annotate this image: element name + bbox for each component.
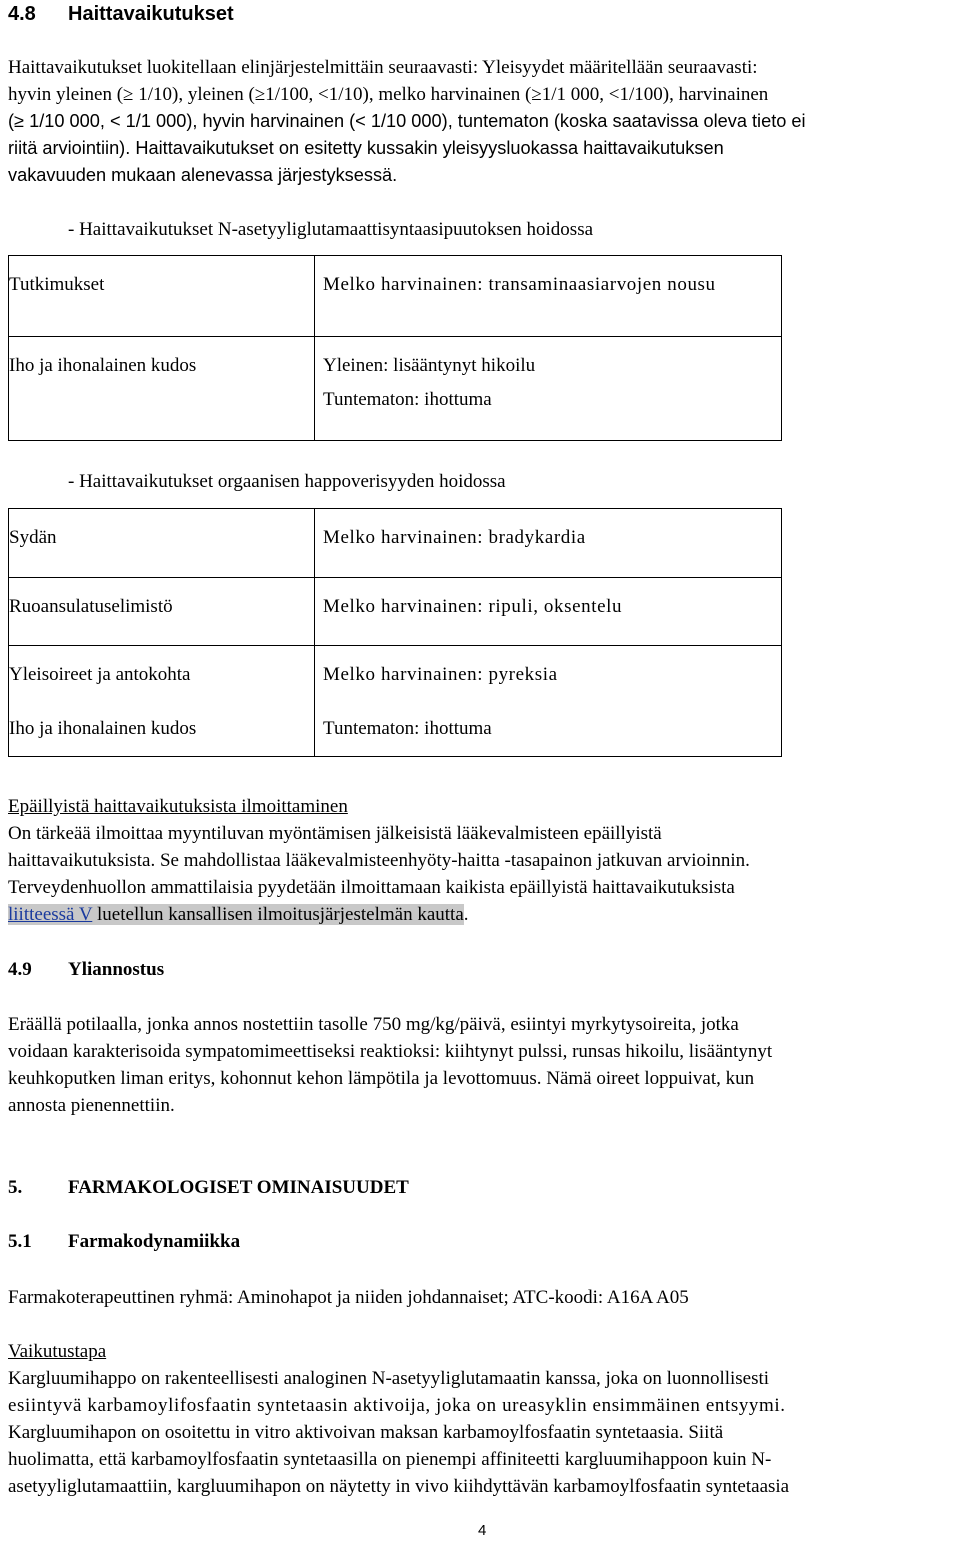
section-5-heading bbox=[8, 1176, 409, 1200]
section-title: Yliannostus bbox=[68, 959, 165, 980]
organ-label: Yleisoireet ja antokohta bbox=[9, 664, 191, 685]
adverse-effects-table-organic-acidemia bbox=[8, 508, 782, 757]
text-line: keuhkoputken liman eritys, kohonnut kehon lämpötila ja levottomuus. Nämä oireet loppuivat, kun bbox=[8, 1068, 755, 1089]
adverse-effects-table-nags bbox=[8, 255, 782, 441]
section-4-9-heading bbox=[8, 958, 164, 982]
text-line: annosta pienennettiin. bbox=[8, 1095, 175, 1116]
organ-label: Iho ja ihonalainen kudos bbox=[9, 718, 197, 739]
organ-cell bbox=[9, 509, 315, 578]
section-number: 4.9 bbox=[8, 959, 32, 980]
mechanism-paragraph bbox=[8, 1338, 952, 1500]
text-line: Terveydenhuollon ammattilaisia pyydetään ilmoittamaan kaikista epäillyistä haittavaikutuksista bbox=[8, 877, 735, 898]
organ-label: Ruoansulatuselimistö bbox=[9, 596, 173, 617]
organ-cell bbox=[9, 337, 315, 441]
effect-cell bbox=[315, 337, 782, 441]
text-line: Eräällä potilaalla, jonka annos nostettiin tasolle 750 mg/kg/päivä, esiintyi myrkytysoireita, jotka bbox=[8, 1014, 739, 1035]
section-title: Haittavaikutukset bbox=[68, 3, 234, 25]
effect-text: Yleinen: lisääntynyt hikoilu bbox=[323, 355, 536, 376]
effect-cell bbox=[315, 509, 782, 578]
text-line: esiintyvä karbamoylifosfaatin syntetaasin aktivoija, joka on ureasyklin ensimmäinen entsyymi. bbox=[8, 1395, 786, 1416]
text-line: Haittavaikutukset luokitellaan elinjärjestelmittäin seuraavasti: Yleisyydet määritellään seuraavasti: bbox=[8, 57, 758, 78]
table-row bbox=[9, 256, 782, 337]
section-number: 4.8 bbox=[8, 3, 36, 25]
text-line: huolimatta, että karbamoylfosfaatin syntetaasilla on pienempi affiniteetti kargluumihappoon kuin N- bbox=[8, 1449, 772, 1470]
organ-label: Tutkimukset bbox=[9, 274, 105, 295]
table-row bbox=[9, 578, 782, 646]
text-span: Haittavaikutukset on esitetty kussakin yleisyysluokassa haittavaikutuksen bbox=[135, 138, 724, 158]
table-row bbox=[9, 337, 782, 441]
table1-heading: - Haittavaikutukset N-asetyyliglutamaattisyntaasipuutoksen hoidossa bbox=[68, 219, 594, 240]
text-line: vakavuuden mukaan alenevassa järjestyksessä. bbox=[8, 165, 398, 185]
text-line: Kargluumihappo on rakenteellisesti analoginen N-asetyyliglutamaatin kanssa, joka on luonnollisesti bbox=[8, 1368, 770, 1389]
organ-label: Sydän bbox=[9, 527, 57, 548]
overdose-paragraph bbox=[8, 1011, 952, 1119]
organ-cell bbox=[9, 646, 315, 757]
frequency-intro-paragraph bbox=[8, 54, 952, 189]
text-line: asetyyliglutamaattiin, kargluumihapon on näytetty in vivo kiihdyttävän karbamoylfosfaatin syntetaasia bbox=[8, 1476, 790, 1497]
section-number: 5.1 bbox=[8, 1231, 32, 1252]
text-line: hyvin yleinen (≥ 1/10), yleinen (≥1/100, <1/10), melko harvinainen (≥1/1 000, <1/100), harvinainen bbox=[8, 84, 769, 105]
pharmacotherapeutic-group: Farmakoterapeuttinen ryhmä: Aminohapot ja niiden johdannaiset; ATC-koodi: A16A A05 bbox=[8, 1287, 689, 1308]
mechanism-title: Vaikutustapa bbox=[8, 1341, 107, 1362]
text-line: voidaan karakterisoida sympatomimeettiseksi reaktioksi: kiihtynyt pulssi, runsas hikoilu, lisääntynyt bbox=[8, 1041, 773, 1062]
effect-text: Tuntematon: ihottuma bbox=[323, 718, 492, 739]
effect-text: Melko harvinainen: pyreksia bbox=[323, 664, 558, 685]
text-span: luetellun kansallisen ilmoitusjärjestelmän kautta bbox=[92, 904, 464, 925]
effect-text: Melko harvinainen: ripuli, oksentelu bbox=[323, 596, 623, 617]
organ-label: Iho ja ihonalainen kudos bbox=[9, 355, 197, 376]
reporting-title: Epäillyistä haittavaikutuksista ilmoittaminen bbox=[8, 796, 348, 817]
text-line: (≥ 1/10 000, < 1/1 000), hyvin harvinainen (< 1/10 000), tuntematon (koska saatavissa oleva tieto ei bbox=[8, 111, 806, 131]
section-4-8-heading bbox=[8, 2, 234, 26]
section-number: 5. bbox=[8, 1177, 23, 1198]
effect-cell bbox=[315, 578, 782, 646]
table-row bbox=[9, 509, 782, 578]
text-span: . bbox=[463, 904, 469, 925]
table2-heading: - Haittavaikutukset orgaanisen happoverisyyden hoidossa bbox=[68, 471, 506, 492]
text-line: Kargluumihapon on osoitettu in vitro aktivoivan maksan karbamoylfosfaatin syntetaasia. Siitä bbox=[8, 1422, 724, 1443]
organ-cell bbox=[9, 256, 315, 337]
page-number: 4 bbox=[478, 1522, 487, 1539]
effect-cell bbox=[315, 646, 782, 757]
table-row bbox=[9, 646, 782, 757]
organ-cell bbox=[9, 578, 315, 646]
section-title: FARMAKOLOGISET OMINAISUUDET bbox=[68, 1177, 409, 1198]
section-title: Farmakodynamiikka bbox=[68, 1231, 241, 1252]
appendix-v-link[interactable]: liitteessä V bbox=[8, 904, 93, 925]
text-line: On tärkeää ilmoittaa myyntiluvan myöntämisen jälkeisistä lääkevalmisteen epäillyistä bbox=[8, 823, 662, 844]
effect-text: Tuntematon: ihottuma bbox=[323, 389, 492, 410]
effect-text: Melko harvinainen: bradykardia bbox=[323, 527, 586, 548]
text-line: haittavaikutuksista. Se mahdollistaa lääkevalmisteenhyöty-haitta -tasapainon jatkuvan arvioinnin. bbox=[8, 850, 750, 871]
text-span: riitä arviointiin). bbox=[8, 138, 136, 158]
section-5-1-heading bbox=[8, 1230, 240, 1254]
effect-cell bbox=[315, 256, 782, 337]
effect-text: Melko harvinainen: transaminaasiarvojen nousu bbox=[323, 274, 716, 295]
reporting-paragraph bbox=[8, 793, 952, 928]
